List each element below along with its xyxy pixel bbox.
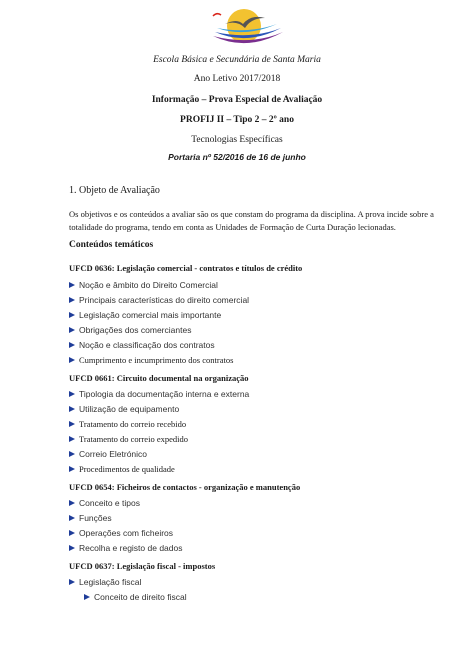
list-item: Tipologia da documentação interna e externa: [69, 389, 249, 399]
list-item: Operações com ficheiros: [69, 528, 173, 538]
right-arrow-icon: [69, 579, 75, 585]
list-item: Funções: [69, 513, 112, 523]
right-arrow-icon: [69, 357, 75, 363]
paragraph-line: Os objetivos e os conteúdos a avaliar são os que constam do programa da disciplina. A prova incide sobre a: [69, 209, 434, 219]
ufcd-title: UFCD 0637: Legislação fiscal - impostos: [69, 561, 216, 571]
list-item: Noção e âmbito do Direito Comercial: [69, 280, 218, 290]
paragraph-line: totalidade do programa, tendo em conta as Unidades de Formação de Curta Duração lecionadas.: [69, 221, 396, 232]
right-arrow-icon: [69, 391, 75, 397]
right-arrow-icon: [69, 406, 75, 412]
section-paragraph: [69, 208, 461, 233]
right-arrow-icon: [69, 451, 75, 457]
section-title-objeto: 1. Objeto de Avaliação: [69, 185, 160, 196]
ufcd-title: UFCD 0636: Legislação comercial - contratos e títulos de crédito: [69, 263, 303, 273]
sub-list-item: Conceito de direito fiscal: [84, 592, 187, 602]
contents-title: Conteúdos temáticos: [69, 240, 154, 250]
list-item: Conceito e tipos: [69, 498, 140, 508]
right-arrow-icon: [69, 421, 75, 427]
list-item: Principais características do direito comercial: [69, 295, 249, 305]
document-title: Informação – Prova Especial de Avaliação: [151, 95, 323, 105]
list-item: Noção e classificação dos contratos: [69, 340, 215, 350]
right-arrow-icon: [69, 545, 75, 551]
school-year: Ano Letivo 2017/2018: [193, 74, 281, 84]
subject-title: Tecnologias Específicas: [191, 135, 283, 145]
right-arrow-icon: [84, 594, 90, 600]
right-arrow-icon: [69, 297, 75, 303]
right-arrow-icon: [69, 282, 75, 288]
right-arrow-icon: [69, 515, 75, 521]
list-item: Correio Eletrónico: [69, 449, 147, 459]
list-item: Tratamento do correio expedido: [69, 434, 188, 444]
ufcd-title: UFCD 0661: Circuito documental na organização: [69, 373, 249, 383]
list-item: Utilização de equipamento: [69, 404, 179, 414]
list-item: Tratamento do correio recebido: [69, 419, 186, 429]
list-item: Procedimentos de qualidade: [69, 464, 175, 474]
school-name: Escola Básica e Secundária de Santa Maria: [153, 55, 321, 65]
ufcd-title: UFCD 0654: Ficheiros de contactos - organização e manutenção: [69, 482, 301, 492]
list-item: Cumprimento e incumprimento dos contratos: [69, 355, 233, 365]
right-arrow-icon: [69, 327, 75, 333]
right-arrow-icon: [69, 500, 75, 506]
right-arrow-icon: [69, 436, 75, 442]
list-item: Legislação fiscal: [69, 577, 141, 587]
list-item: Obrigações dos comerciantes: [69, 325, 191, 335]
school-logo: [207, 4, 287, 54]
list-item: Recolha e registo de dados: [69, 543, 183, 553]
right-arrow-icon: [69, 342, 75, 348]
right-arrow-icon: [69, 312, 75, 318]
portaria-reference: Portaria nº 52/2016 de 16 de junho: [168, 152, 306, 162]
course-title: PROFIJ II – Tipo 2 – 2º ano: [180, 115, 294, 125]
right-arrow-icon: [69, 466, 75, 472]
right-arrow-icon: [69, 530, 75, 536]
list-item: Legislação comercial mais importante: [69, 310, 221, 320]
